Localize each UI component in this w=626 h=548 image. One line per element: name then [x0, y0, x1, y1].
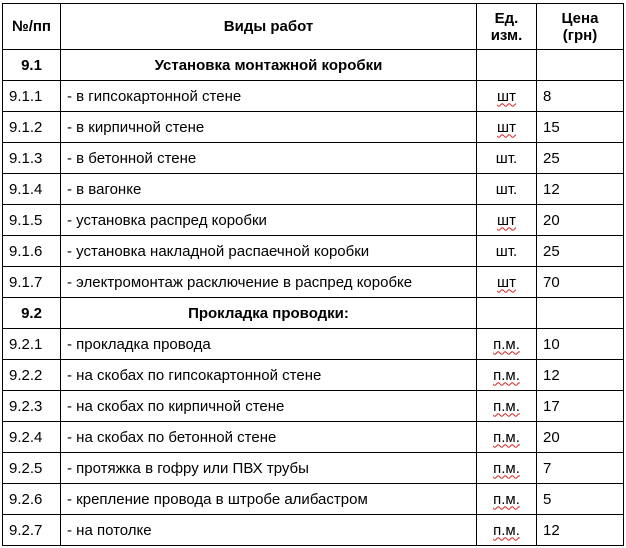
- row-price-text: 5: [543, 490, 552, 508]
- row-price: [537, 112, 624, 143]
- row-description: [61, 174, 477, 205]
- row-num: [3, 329, 61, 360]
- row-unit: [477, 174, 537, 205]
- row-unit-text: шт: [497, 273, 516, 291]
- table-row: [3, 453, 624, 484]
- row-description: [61, 515, 477, 546]
- row-unit: [477, 360, 537, 391]
- row-num: [3, 391, 61, 422]
- row-description-text: - на скобах по гипсокартонной стене: [67, 366, 322, 384]
- table-row: [3, 112, 624, 143]
- row-description-text: - в вагонке: [67, 180, 142, 198]
- row-num-text: 9.2.5: [9, 459, 43, 477]
- table-row: [3, 515, 624, 546]
- row-unit: [477, 267, 537, 298]
- row-unit: [477, 112, 537, 143]
- table-row: [3, 422, 624, 453]
- table-row: [3, 174, 624, 205]
- section-title: Установка монтажной коробки: [61, 50, 477, 81]
- row-num: [3, 143, 61, 174]
- table-row: [3, 391, 624, 422]
- row-price-text: 15: [543, 118, 560, 136]
- row-description-text: - на потолке: [67, 521, 152, 539]
- row-num-text: 9.2.2: [9, 366, 43, 384]
- row-unit-text: шт: [497, 118, 516, 136]
- row-price: [537, 453, 624, 484]
- row-price-text: 12: [543, 366, 560, 384]
- row-price: [537, 360, 624, 391]
- table-row: [3, 267, 624, 298]
- section-num: 9.1: [3, 50, 61, 81]
- row-price: [537, 484, 624, 515]
- row-num-text: 9.1.5: [9, 211, 43, 229]
- row-num: [3, 112, 61, 143]
- row-num: [3, 174, 61, 205]
- row-description: [61, 422, 477, 453]
- row-num-text: 9.1.3: [9, 149, 43, 167]
- header-price: [537, 4, 624, 50]
- row-unit: [477, 329, 537, 360]
- row-price: [537, 267, 624, 298]
- row-unit-text: п.м.: [493, 366, 520, 384]
- row-num: [3, 515, 61, 546]
- row-unit: [477, 236, 537, 267]
- row-description-text: - в кирпичной стене: [67, 118, 205, 136]
- row-description-text: - установка накладной распаечной коробки: [67, 242, 370, 260]
- row-num: [3, 484, 61, 515]
- row-price-text: 12: [543, 180, 560, 198]
- row-description-text: - прокладка провода: [67, 335, 211, 353]
- row-num: [3, 267, 61, 298]
- row-unit-text: п.м.: [493, 397, 520, 415]
- header-unit: [477, 4, 537, 50]
- row-description: [61, 81, 477, 112]
- row-description-text: - в гипсокартонной стене: [67, 87, 242, 105]
- table-body: [3, 50, 624, 546]
- row-description: [61, 112, 477, 143]
- header-unit-line2: изм.: [490, 26, 523, 44]
- table-row: [3, 205, 624, 236]
- section-unit-empty: [477, 50, 537, 81]
- row-description-text: - электромонтаж расключение в распред коробке: [67, 273, 413, 291]
- row-price-text: 70: [543, 273, 560, 291]
- row-price-text: 12: [543, 521, 560, 539]
- header-unit-line1: Ед.: [494, 9, 519, 27]
- row-price-text: 10: [543, 335, 560, 353]
- row-num-text: 9.1.6: [9, 242, 43, 260]
- row-num: [3, 205, 61, 236]
- row-num: [3, 360, 61, 391]
- header-price-line2: (грн): [562, 26, 598, 44]
- row-num: [3, 81, 61, 112]
- row-num-text: 9.2.3: [9, 397, 43, 415]
- row-unit-text: п.м.: [493, 459, 520, 477]
- row-price: [537, 422, 624, 453]
- row-description: [61, 236, 477, 267]
- row-price: [537, 174, 624, 205]
- row-price-text: 25: [543, 242, 560, 260]
- section-title: Прокладка проводки:: [61, 298, 477, 329]
- row-num-text: 9.1.2: [9, 118, 43, 136]
- row-unit: [477, 422, 537, 453]
- row-price-text: 17: [543, 397, 560, 415]
- row-num-text: 9.1.4: [9, 180, 43, 198]
- table-row: [3, 360, 624, 391]
- section-unit-empty: [477, 298, 537, 329]
- row-unit-text: шт.: [495, 242, 518, 260]
- row-price: [537, 205, 624, 236]
- row-unit-text: шт.: [495, 180, 518, 198]
- row-unit: [477, 484, 537, 515]
- table-row: [3, 143, 624, 174]
- row-num-text: 9.2.1: [9, 335, 43, 353]
- table-row: [3, 236, 624, 267]
- row-description: [61, 360, 477, 391]
- row-description-text: - крепление провода в штробе алибастром: [67, 490, 368, 508]
- row-num-text: 9.1.1: [9, 87, 43, 105]
- header-work: Виды работ: [61, 4, 477, 50]
- row-unit-text: шт: [497, 211, 516, 229]
- row-description: [61, 484, 477, 515]
- table-row: [3, 484, 624, 515]
- row-price-text: 25: [543, 149, 560, 167]
- row-description: [61, 267, 477, 298]
- section-num: 9.2: [3, 298, 61, 329]
- row-price-text: 20: [543, 211, 560, 229]
- row-num-text: 9.1.7: [9, 273, 43, 291]
- row-num-text: 9.2.4: [9, 428, 43, 446]
- section-row: [3, 50, 624, 81]
- row-num-text: 9.2.7: [9, 521, 43, 539]
- row-unit-text: п.м.: [493, 335, 520, 353]
- row-unit: [477, 81, 537, 112]
- row-description: [61, 453, 477, 484]
- row-price-text: 8: [543, 87, 552, 105]
- row-description-text: - в бетонной стене: [67, 149, 197, 167]
- section-price-empty: [537, 50, 624, 81]
- row-num: [3, 236, 61, 267]
- row-description-text: - протяжка в гофру или ПВХ трубы: [67, 459, 309, 477]
- table-row: [3, 329, 624, 360]
- table-row: [3, 81, 624, 112]
- row-description: [61, 143, 477, 174]
- row-num: [3, 422, 61, 453]
- header-price-line1: Цена: [561, 9, 599, 27]
- row-price: [537, 515, 624, 546]
- row-unit-text: п.м.: [493, 490, 520, 508]
- row-price: [537, 81, 624, 112]
- row-description: [61, 329, 477, 360]
- row-description-text: - на скобах по бетонной стене: [67, 428, 277, 446]
- row-unit: [477, 205, 537, 236]
- row-unit-text: шт.: [495, 149, 518, 167]
- row-unit-text: п.м.: [493, 521, 520, 539]
- row-unit-text: шт: [497, 87, 516, 105]
- row-price: [537, 143, 624, 174]
- section-price-empty: [537, 298, 624, 329]
- row-price-text: 7: [543, 459, 552, 477]
- row-description: [61, 391, 477, 422]
- row-price: [537, 236, 624, 267]
- row-price: [537, 329, 624, 360]
- row-description: [61, 205, 477, 236]
- row-num: [3, 453, 61, 484]
- row-price-text: 20: [543, 428, 560, 446]
- row-unit-text: п.м.: [493, 428, 520, 446]
- row-unit: [477, 453, 537, 484]
- section-row: [3, 298, 624, 329]
- row-description-text: - установка распред коробки: [67, 211, 267, 229]
- row-unit: [477, 515, 537, 546]
- row-unit: [477, 391, 537, 422]
- row-description-text: - на скобах по кирпичной стене: [67, 397, 285, 415]
- row-unit: [477, 143, 537, 174]
- row-num-text: 9.2.6: [9, 490, 43, 508]
- price-table: [2, 3, 624, 546]
- row-price: [537, 391, 624, 422]
- table-header-row: [3, 4, 624, 50]
- header-num: №/пп: [3, 4, 61, 50]
